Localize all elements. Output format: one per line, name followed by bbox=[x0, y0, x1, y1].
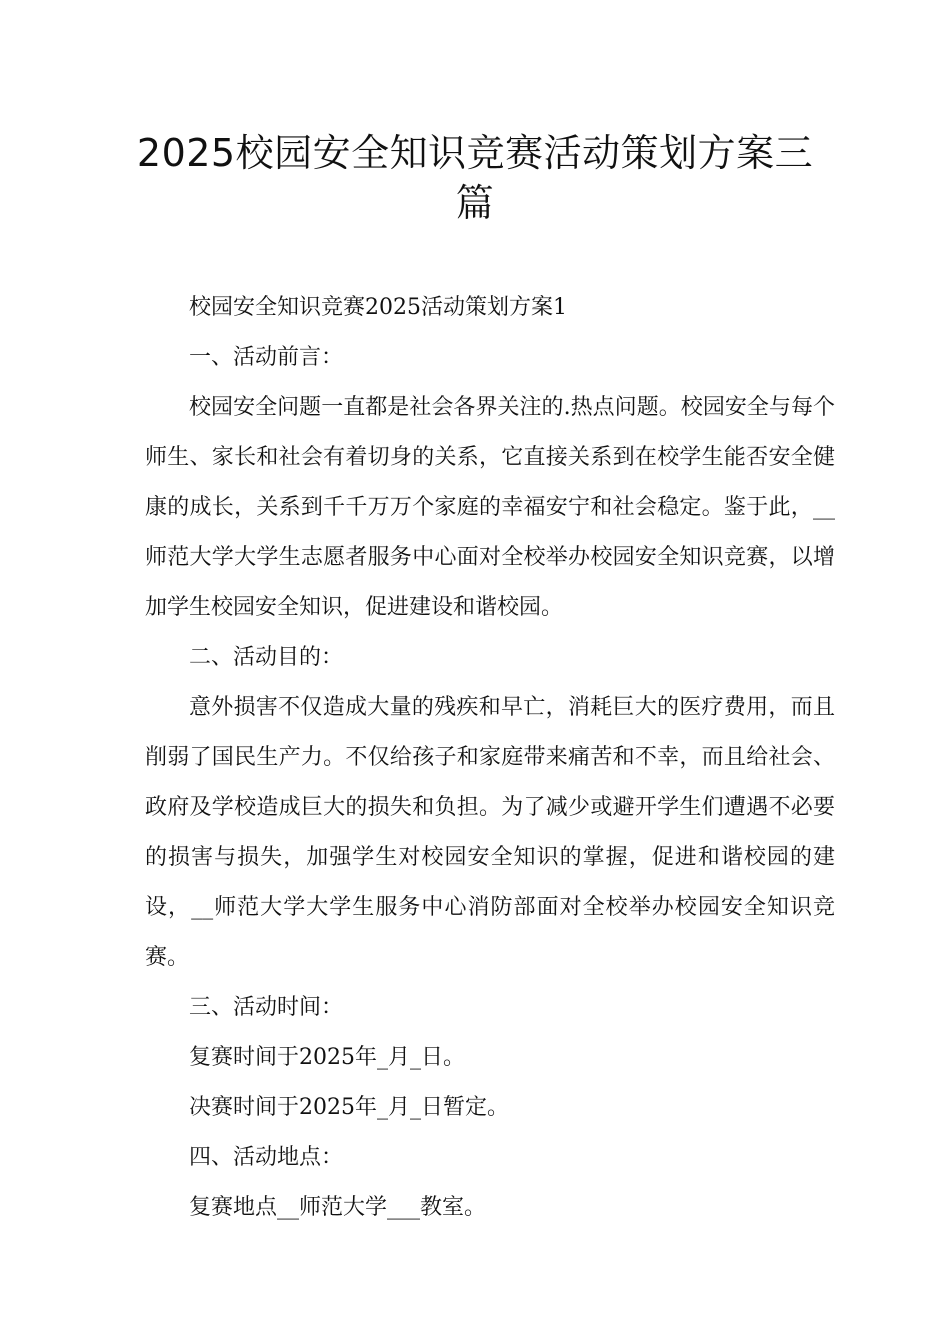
document-body bbox=[145, 283, 835, 1233]
paragraph-purpose: 意外损害不仅造成大量的残疾和早亡，消耗巨大的医疗费用，而且削弱了国民生产力。不仅给孩子和家庭带来痛苦和不幸，而且给社会、政府及学校造成巨大的损失和负担。为了减少或避开学生们遭遇不必要的损害与损失，加强学生对校园安全知识的掌握，促进和谐校园的建设，__师范大学大学生服务中心消防部面对全校举办校园安全知识竞赛。 bbox=[145, 695, 835, 970]
paragraph-preface: 校园安全问题一直都是社会各界关注的.热点问题。校园安全与每个师生、家长和社会有着切身的关系，它直接关系到在校学生能否安全健康的成长，关系到千千万万个家庭的幸福安宁和社会稳定。鉴于此，__师范大学大学生志愿者服务中心面对全校举办校园安全知识竞赛，以增加学生校园安全知识，促进建设和谐校园。 bbox=[145, 395, 835, 620]
paragraph-semifinal-time: 复赛时间于2025年_月_日。 bbox=[189, 1045, 465, 1070]
section-heading-time: 三、活动时间： bbox=[189, 995, 344, 1020]
paragraph-semifinal-location: 复赛地点__师范大学___教室。 bbox=[189, 1195, 487, 1220]
document-title: 2025校园安全知识竞赛活动策划方案三篇 bbox=[136, 131, 814, 225]
section-heading-location: 四、活动地点： bbox=[189, 1145, 344, 1170]
section-subtitle: 校园安全知识竞赛2025活动策划方案1 bbox=[189, 295, 567, 320]
section-heading-purpose: 二、活动目的： bbox=[189, 645, 344, 670]
paragraph-final-time: 决赛时间于2025年_月_日暂定。 bbox=[189, 1095, 509, 1120]
section-heading-preface: 一、活动前言： bbox=[189, 345, 344, 370]
